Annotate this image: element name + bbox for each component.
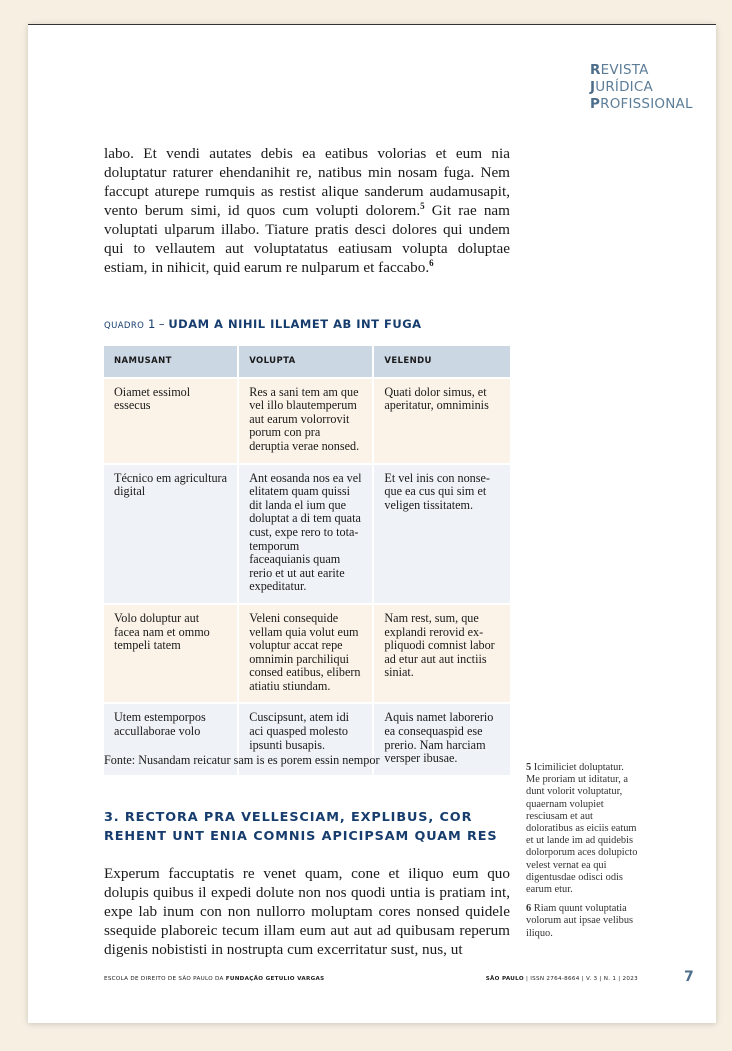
logo-initial-p: P	[590, 96, 601, 112]
table-header-namusant: NAMUSANT	[104, 346, 239, 377]
journal-logo	[590, 62, 693, 113]
footer-issn: | ISSN 2764-8664 | V. 3 | N. 1 | 2023	[523, 976, 638, 982]
table-caption	[104, 317, 422, 331]
logo-initial-j: J	[590, 79, 596, 95]
logo-word-revista: EVISTA	[600, 62, 649, 78]
table-cell: Técnico em agricultura digital	[104, 463, 239, 603]
table-cell: Veleni consequide vellam quia volut eum voluptur accat repe omnimin parchiliqui consed eatibus, elibern atiatiu stiundam.	[239, 603, 374, 703]
table-cell: Et vel inis con nonse-que ea cus qui sim et veligen tissitatem.	[374, 463, 510, 603]
table-header-row	[104, 346, 510, 377]
footnote-6	[526, 903, 638, 940]
table-cell: Ant eosanda nos ea vel elitatem quam quissi dit landa el ium que doluptat a di tem quata cust, expe rero to tota-temporum faceaquianis quam rerio et ut aut earite expeditatur.	[239, 463, 374, 603]
footer-city: SÃO PAULO	[485, 976, 524, 982]
logo-word-profissional: ROFISSIONAL	[600, 96, 693, 112]
quadro-table	[104, 346, 510, 775]
footnote-number: 5	[526, 762, 532, 773]
footer-institution	[104, 976, 324, 982]
table-header-velendu: VELENDU	[374, 346, 510, 377]
table-cell: Volo doluptur aut facea nam et ommo tempeli tatem	[104, 603, 239, 703]
footer-institution-name: FUNDAÇÃO GETULIO VARGAS	[225, 976, 325, 982]
footnote-ref-6[interactable]: 6	[429, 257, 434, 268]
logo-word-juridica: URÍDICA	[595, 79, 653, 95]
table-cell: Oiamet essimol essecus	[104, 377, 239, 463]
table-cell: Quati dolor simus, et aperitatur, omniminis	[374, 377, 510, 463]
table-cell: Nam rest, sum, que explandi rerovid ex-pliquodi comnist labor ad etur aut aut inctiis siniat.	[374, 603, 510, 703]
paragraph-1-part-a: labo. Et vendi autates debis ea eatibus volorias et eum nia doluptatur raturer ehendanihit re, natibus min nosam fuga. Nem faccupt aturepe rumquis as restist alique sanderum audamusapit, vento berum simi, id quos cum volupti dolorem.	[104, 145, 510, 219]
footer-issue-info	[486, 976, 638, 982]
table-caption-title: UDAM A NIHIL ILLAMET AB INT FUGA	[168, 317, 422, 331]
body-paragraph-2: Experum faccuptatis re venet quam, cone et iliquo eum quo dolupis quibus il expedi dolute non nos quodi untia is pratiam int, expe lab inum con non nullorro moluptam cores nonsed quidele ssequide plaboreic tecum illam eum aut aut ad quibusam reperum digenis nobististi in nostrupta cum excerritatur sust, nus, ut	[104, 865, 510, 958]
footnotes-column	[526, 762, 638, 947]
section-heading: 3. RECTORA PRA VELLESCIAM, EXPLIBUS, COR REHENT UNT ENIA COMNIS APICIPSAM QUAM RES	[104, 810, 498, 844]
table-cell: Res a sani tem am que vel illo blautemperum aut earum volorrovit porum con pra deruptia verae nonsed.	[239, 377, 374, 463]
table-cell: Aquis namet laborerio ea consequaspid ese prerio. Nam harciam versper ibusae.	[374, 702, 510, 774]
table-row	[104, 463, 510, 603]
table-cell: Cuscipsunt, atem idi aci quasped molesto ipsunti busapis.	[239, 702, 374, 774]
footnote-text: Icimiliciet doluptatur. Me proriam ut iditatur, a dunt volorit voluptatur, quaernam volupiet resciusam et aut doloratibus as eiciis eatum et ut lande im ad quidebis dolorporum aces dolupicto velest vernat ea qui digentusdae odisci odis earum etur.	[526, 762, 638, 896]
footer-institution-prefix: ESCOLA DE DIREITO DE SÃO PAULO DA	[104, 976, 226, 982]
paragraph-1-part-b: Git rae nam voluptati ulparum illabo. Tiature pratis desci dolores qui undem qui to vellautem aut voluptatatus eatiusam volupta doluptae estiam, in nihicit, quid earum re nulparum et faccabo.	[104, 202, 510, 276]
table-row	[104, 603, 510, 703]
table-cell: Utem estemporpos accullaborae volo	[104, 702, 239, 774]
table-header-volupta: VOLUPTA	[239, 346, 374, 377]
footnote-ref-5[interactable]: 5	[420, 200, 425, 211]
footnote-text: Riam quunt voluptatia volorum aut ipsae velibus iliquo.	[526, 903, 634, 939]
footnote-5	[526, 762, 638, 896]
page-number: 7	[684, 969, 694, 985]
footnote-number: 6	[526, 903, 532, 915]
journal-page	[28, 24, 716, 1023]
body-paragraph-1	[104, 144, 510, 277]
table-row	[104, 377, 510, 463]
logo-initial-r: R	[590, 62, 601, 78]
table-caption-label: QUADRO	[104, 321, 145, 331]
table-source: Fonte: Nusandam reicatur sam is es porem essin nempor	[104, 753, 380, 767]
table-caption-number: 1 –	[147, 317, 165, 331]
